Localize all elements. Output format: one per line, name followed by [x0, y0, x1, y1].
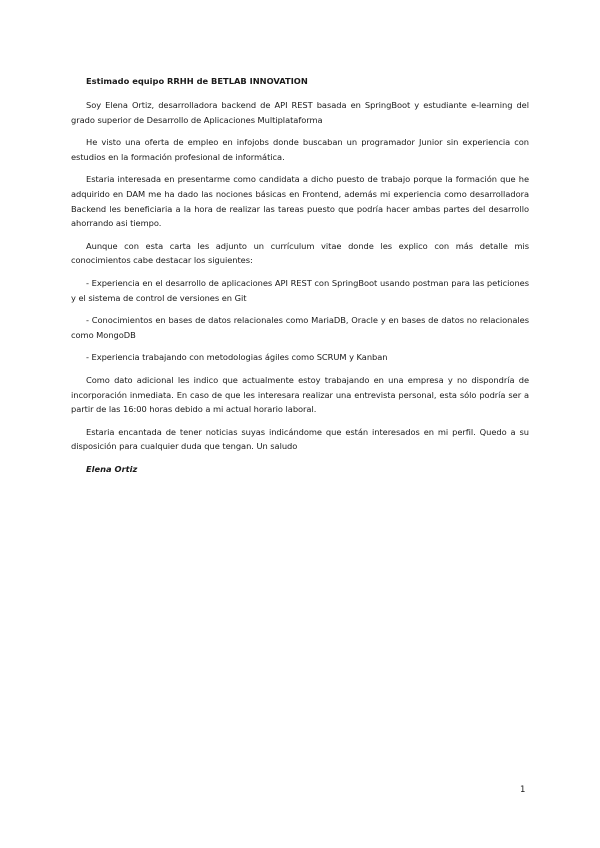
- paragraph-skill-api-rest: - Experiencia en el desarrollo de aplicaciones API REST con SpringBoot usando postman para las peticiones y el sistema de control de versiones en Git: [71, 277, 529, 303]
- paragraph-availability: Como dato adicional les indico que actualmente estoy trabajando en una empresa y no dispondría de incorporación inmediata. En caso de que les interesara realizar una entrevista personal, esta sólo podría ser a partir de las 16:00 horas debido a mi actual horario laboral.: [71, 374, 529, 415]
- paragraph-introduction: Soy Elena Ortiz, desarrolladora backend de API REST basada en SpringBoot y estudiante e-learning del grado superior de Desarrollo de Aplicaciones Multiplataforma: [71, 100, 529, 125]
- page-number: 1: [520, 785, 526, 795]
- paragraph-motivation: Estaria interesada en presentarme como candidata a dicho puesto de trabajo porque la formación que he adquirido en DAM me ha dado las nociones básicas en Frontend, además mi experiencia como desarrolladora Backend les beneficiaria a la hora de realizar las tareas puesto que podría hacer ambas partes del desarrollo ahorrando asi tiempo.: [71, 174, 529, 229]
- letter-greeting: Estimado equipo RRHH de BETLAB INNOVATION: [86, 76, 308, 86]
- paragraph-cv-intro: Aunque con esta carta les adjunto un currículum vitae donde les explico con más detalle mis conocimientos cabe destacar los siguientes:: [71, 240, 529, 266]
- paragraph-skill-agile: - Experiencia trabajando con metodologias ágiles como SCRUM y Kanban: [86, 352, 388, 363]
- paragraph-closing: Estaria encantada de tener noticias suyas indicándome que están interesados en mi perfil. Quedo a su disposición para cualquier duda que tengan. Un saludo: [71, 426, 529, 452]
- paragraph-job-offer: He visto una oferta de empleo en infojobs donde buscaban un programador Junior sin experiencia con estudios en la formación profesional de informática.: [71, 137, 529, 162]
- letter-signature: Elena Ortiz: [86, 463, 138, 474]
- letter-body: [71, 74, 529, 476]
- paragraph-skill-databases: - Conocimientos en bases de datos relacionales como MariaDB, Oracle y en bases de datos no relacionales como MongoDB: [71, 315, 529, 340]
